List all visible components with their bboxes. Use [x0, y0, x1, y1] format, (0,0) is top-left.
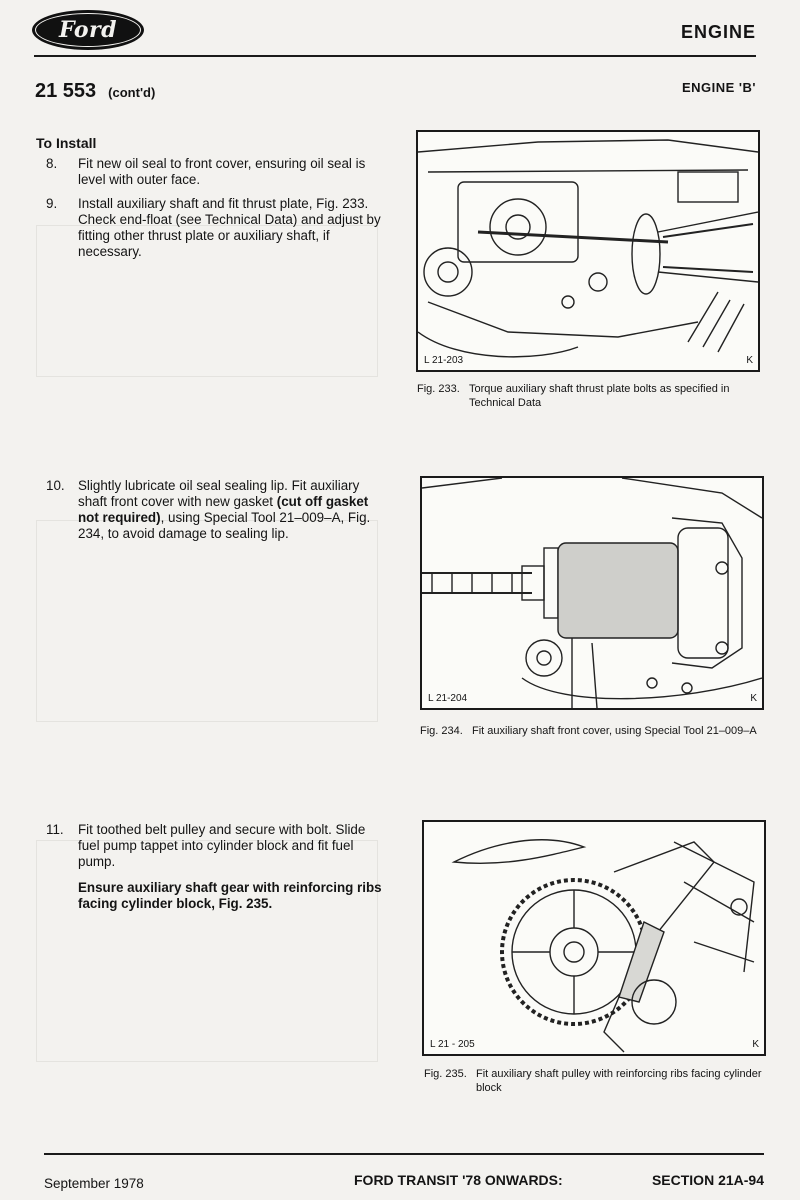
- figure-mark: K: [746, 355, 753, 366]
- figure-reference: L 21-203: [424, 355, 464, 366]
- continued-label: (cont'd): [108, 85, 156, 100]
- section-title: ENGINE: [680, 22, 756, 42]
- step-10: [36, 478, 382, 542]
- figure-caption-text: Torque auxiliary shaft thrust plate bolts as specified in Technical Data: [469, 383, 730, 409]
- step-note: Ensure auxiliary shaft gear with reinforcing ribs facing cylinder block, Fig. 235.: [78, 880, 382, 911]
- step-text-bold: (cut off gasket not required): [78, 494, 369, 525]
- figure-mark: K: [750, 693, 757, 704]
- step-text: [78, 478, 382, 542]
- step-text-part: Slightly lubricate oil seal sealing lip. Fit auxiliary shaft front cover with new gasket: [78, 478, 360, 509]
- figure-caption-text: Fit auxiliary shaft pulley with reinforcing ribs facing cylinder block: [476, 1068, 762, 1094]
- step-number: 9.: [46, 196, 58, 211]
- figure-233-illustration: [416, 130, 760, 372]
- step-text: Fit new oil seal to front cover, ensuring oil seal is level with outer face.: [78, 156, 366, 187]
- header-rule: [34, 55, 756, 57]
- figure-233-drawing: [418, 132, 758, 370]
- figure-234-illustration: [420, 476, 764, 710]
- figure-235-illustration: [422, 820, 766, 1056]
- install-heading: To Install: [36, 135, 97, 151]
- figure-233-caption: [417, 382, 757, 410]
- figure-234-drawing: [422, 478, 762, 708]
- figure-reference: L 21-204: [428, 693, 468, 704]
- step-9: [36, 196, 382, 260]
- section-number: [35, 80, 155, 103]
- figure-mark: K: [752, 1039, 759, 1050]
- figure-235-caption: [424, 1067, 764, 1095]
- subsection-title: ENGINE 'B': [681, 80, 756, 95]
- figure-number: Fig. 234.: [420, 725, 463, 737]
- step-number: 11.: [46, 822, 64, 837]
- footer-section: SECTION 21A-94: [651, 1172, 764, 1188]
- step-number: 8.: [46, 156, 58, 171]
- figure-reference: L 21 - 205: [430, 1039, 475, 1050]
- figure-caption-text: Fit auxiliary shaft front cover, using Special Tool 21–009–A: [472, 725, 757, 737]
- footer-date: September 1978: [44, 1176, 144, 1191]
- footer-rule: [44, 1153, 764, 1155]
- figure-234-caption: [420, 724, 760, 738]
- step-8: [36, 156, 382, 188]
- footer-title: FORD TRANSIT '78 ONWARDS:: [354, 1172, 563, 1188]
- figure-number: Fig. 233.: [417, 383, 460, 395]
- section-number-text: 21 553: [35, 80, 97, 102]
- bleed-through-ghost: [36, 520, 378, 722]
- figure-number: Fig. 235.: [424, 1068, 467, 1080]
- step-text: Install auxiliary shaft and fit thrust plate, Fig. 233. Check end-float (see Technical Data) and adjust by fitting other thrust plate or auxiliary shaft, if necessary.: [78, 196, 381, 259]
- step-text: Fit toothed belt pulley and secure with bolt. Slide fuel pump tappet into cylinder block and fit fuel pump.: [78, 822, 366, 869]
- ford-logo: Ford: [32, 10, 144, 50]
- step-number: 10.: [46, 478, 65, 493]
- step-11: [36, 822, 382, 912]
- step-text-part: , using Special Tool 21–009–A, Fig. 234, to avoid damage to sealing lip.: [78, 510, 371, 541]
- figure-235-drawing: [424, 822, 764, 1054]
